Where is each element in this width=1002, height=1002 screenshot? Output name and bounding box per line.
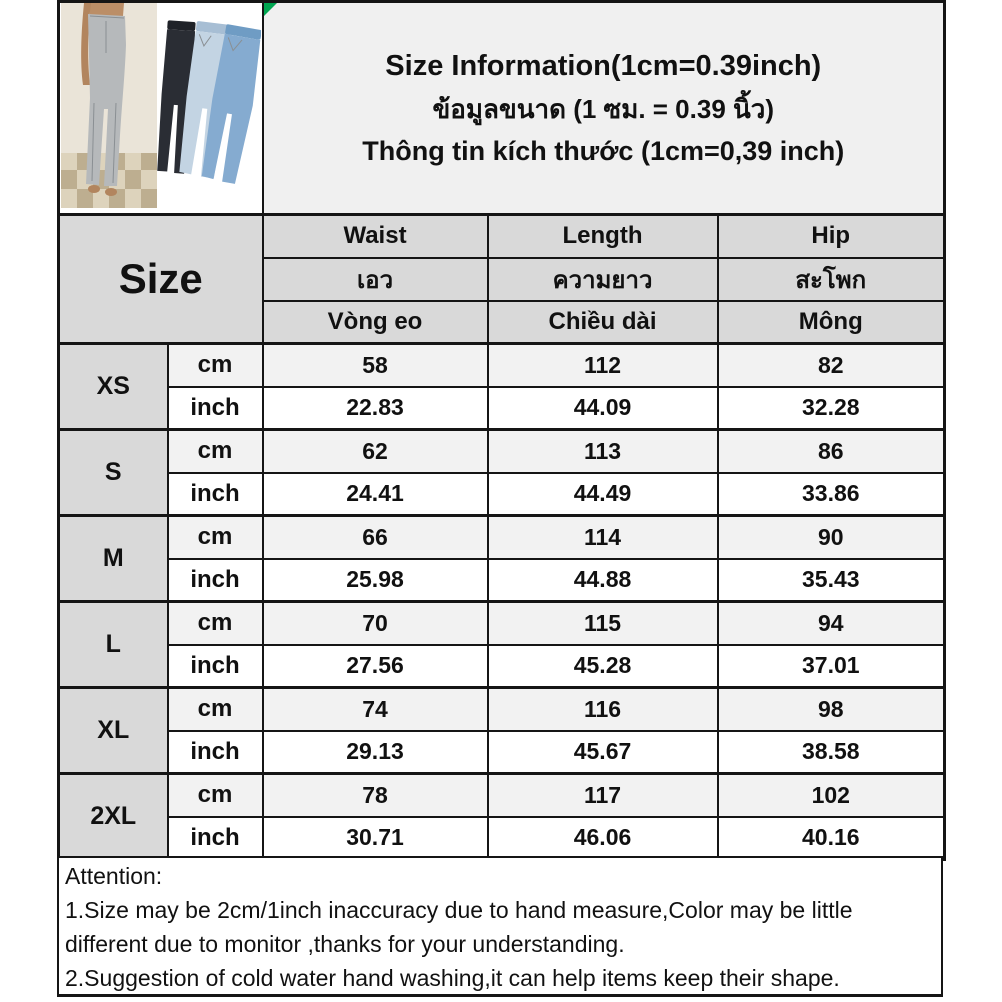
title-line-en: Size Information(1cm=0.39inch) — [385, 49, 822, 82]
col-header-waist-th: เอว — [263, 258, 488, 301]
col-header-length-vi: Chiều dài — [488, 301, 718, 344]
attention-heading: Attention: — [65, 863, 163, 889]
size-label-xs: XS — [59, 344, 168, 430]
unit-inch: inch — [168, 645, 263, 688]
m-length-cm: 114 — [488, 516, 718, 559]
col-header-hip-en: Hip — [718, 215, 945, 258]
l-waist-inch: 27.56 — [263, 645, 488, 688]
2xl-length-cm: 117 — [488, 774, 718, 817]
s-hip-inch: 33.86 — [718, 473, 945, 516]
title-block — [264, 6, 944, 211]
size-label-s: S — [59, 430, 168, 516]
m-hip-cm: 90 — [718, 516, 945, 559]
xl-hip-inch: 38.58 — [718, 731, 945, 774]
s-hip-cm: 86 — [718, 430, 945, 473]
col-header-hip-th: สะโพก — [718, 258, 945, 301]
s-length-inch: 44.49 — [488, 473, 718, 516]
m-waist-inch: 25.98 — [263, 559, 488, 602]
col-header-waist-vi: Vòng eo — [263, 301, 488, 344]
xl-hip-cm: 98 — [718, 688, 945, 731]
unit-inch: inch — [168, 387, 263, 430]
2xl-waist-cm: 78 — [263, 774, 488, 817]
2xl-waist-inch: 30.71 — [263, 817, 488, 860]
m-length-inch: 44.88 — [488, 559, 718, 602]
xs-waist-inch: 22.83 — [263, 387, 488, 430]
xs-length-cm: 112 — [488, 344, 718, 387]
col-header-waist-en: Waist — [263, 215, 488, 258]
size-label-xl: XL — [59, 688, 168, 774]
m-waist-cm: 66 — [263, 516, 488, 559]
title-cell — [263, 2, 945, 215]
product-photo-cell — [59, 2, 263, 215]
size-label-m: M — [59, 516, 168, 602]
unit-inch: inch — [168, 559, 263, 602]
product-photo — [61, 3, 261, 208]
excel-corner-flag-icon — [264, 3, 277, 16]
unit-cm: cm — [168, 516, 263, 559]
2xl-hip-cm: 102 — [718, 774, 945, 817]
attention-note — [57, 856, 943, 997]
title-line-th: ข้อมูลขนาด (1 ซม. = 0.39 นิ้ว) — [432, 93, 775, 124]
attention-item-2: 2.Suggestion of cold water hand washing,it can help items keep their shape. — [65, 965, 840, 991]
title-line-vi: Thông tin kích thước (1cm=0,39 inch) — [362, 135, 845, 166]
col-header-length-en: Length — [488, 215, 718, 258]
unit-cm: cm — [168, 602, 263, 645]
xl-waist-inch: 29.13 — [263, 731, 488, 774]
unit-inch: inch — [168, 731, 263, 774]
m-hip-inch: 35.43 — [718, 559, 945, 602]
l-length-cm: 115 — [488, 602, 718, 645]
s-length-cm: 113 — [488, 430, 718, 473]
l-hip-inch: 37.01 — [718, 645, 945, 688]
unit-cm: cm — [168, 430, 263, 473]
unit-cm: cm — [168, 688, 263, 731]
l-hip-cm: 94 — [718, 602, 945, 645]
size-table — [57, 0, 946, 861]
size-label-l: L — [59, 602, 168, 688]
xs-length-inch: 44.09 — [488, 387, 718, 430]
l-waist-cm: 70 — [263, 602, 488, 645]
s-waist-inch: 24.41 — [263, 473, 488, 516]
l-length-inch: 45.28 — [488, 645, 718, 688]
xl-length-cm: 116 — [488, 688, 718, 731]
col-header-hip-vi: Mông — [718, 301, 945, 344]
xl-length-inch: 45.67 — [488, 731, 718, 774]
xl-waist-cm: 74 — [263, 688, 488, 731]
s-waist-cm: 62 — [263, 430, 488, 473]
size-label-2xl: 2XL — [59, 774, 168, 860]
xs-waist-cm: 58 — [263, 344, 488, 387]
xs-hip-cm: 82 — [718, 344, 945, 387]
col-header-length-th: ความยาว — [488, 258, 718, 301]
attention-item-1: 1.Size may be 2cm/1inch inaccuracy due to hand measure,Color may be little different due to monitor ,thanks for your understanding. — [65, 897, 853, 957]
unit-inch: inch — [168, 817, 263, 860]
unit-cm: cm — [168, 774, 263, 817]
2xl-hip-inch: 40.16 — [718, 817, 945, 860]
unit-inch: inch — [168, 473, 263, 516]
unit-cm: cm — [168, 344, 263, 387]
xs-hip-inch: 32.28 — [718, 387, 945, 430]
size-column-header: Size — [59, 215, 263, 344]
2xl-length-inch: 46.06 — [488, 817, 718, 860]
